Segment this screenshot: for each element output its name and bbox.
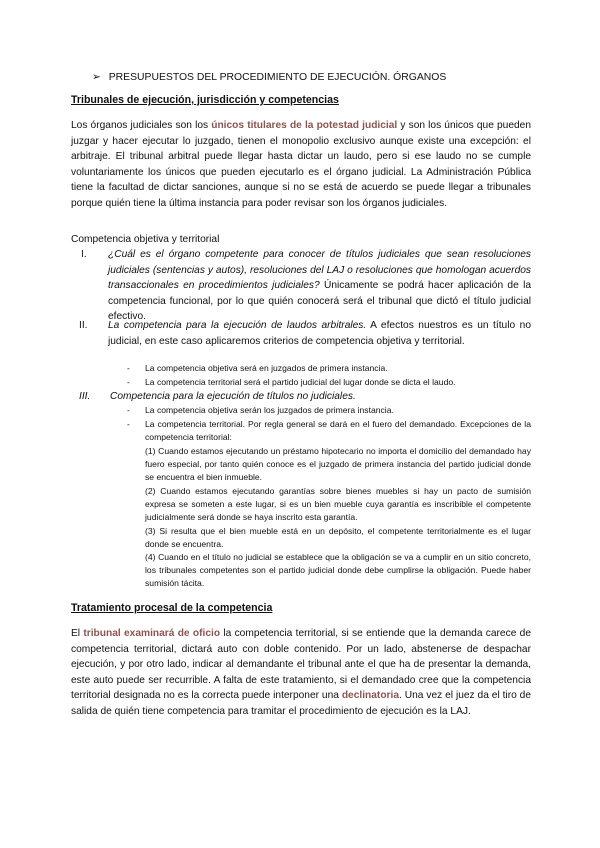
item-text: Únicamente se podrá hacer aplicación de la competencia funcional, por lo que quién conocerá será el tribunal que dictó el título judicial efectivo. xyxy=(108,280,531,323)
sub-item-text: La competencia objetiva será en juzgados de primera instancia. xyxy=(145,363,388,373)
item-number: I. xyxy=(81,249,87,260)
sub-item-text: La competencia objetiva serán los juzgados de primera instancia. xyxy=(145,405,394,415)
sub-item xyxy=(127,404,531,417)
paragraph-tratamiento xyxy=(71,626,531,720)
item-number: II. xyxy=(79,320,88,331)
header-title: PRESUPUESTOS DEL PROCEDIMIENTO DE EJECUCIÓN. ÓRGANOS xyxy=(108,72,447,83)
paragraph-text: Los órganos judiciales son los xyxy=(71,120,212,131)
section-header xyxy=(92,71,532,85)
highlight-potestad: únicos titulares de la potestad judicial xyxy=(211,120,398,131)
case-3: (3) Si resulta que el bien mueble está en un depósito, el competente territorialmente es el lugar donde se encuentra. xyxy=(145,526,531,549)
item-question: ¿Cuál es el órgano competente para conocer de títulos judiciales que sean resoluciones judiciales (sentencias y autos), resoluciones del LAJ o resoluciones que homologan acuerdos transaccionales en procedimientos judiciales? xyxy=(108,249,531,292)
highlight-declinatoria: declinatoria xyxy=(341,690,400,702)
heading-tribunales: Tribunales de ejecución, jurisdicción y competencias xyxy=(71,94,339,106)
sub-item-text: La competencia territorial será el partido judicial del lugar donde se dicta el laudo. xyxy=(145,377,456,387)
paragraph-text: la competencia territorial, si se entiende que la demanda carece de competencia territorial, dictará auto con doble contenido. Por un lado, abstenerse de despachar ejecución, y por otro lado, indicar al demandante el tribunal ante el que ha de presentar la demanda, este auto puede ser recurrible. A falta de este tratamiento, si el demandado cree que la competencia territorial designada no es la correcta puede interponer una xyxy=(71,628,531,702)
item-text: A efectos nuestros es un título no judicial, en este caso aplicaremos criterios de competencia objetiva y territorial. xyxy=(108,320,531,347)
paragraph-text: El xyxy=(71,628,84,639)
case-4: (4) Cuando en el título no judicial se establece que la obligación se va a cumplir en un sitio concreto, los tribunales competentes son el partido judicial donde debe cumplirse la obligación. Puede haber sumisión tácita. xyxy=(145,552,531,588)
dash-bullet: - xyxy=(127,419,130,429)
sub-item-text: La competencia territorial. Por regla general se dará en el fuero del demandado. Excepciones de la competencia territorial: xyxy=(145,419,531,442)
item-title: La competencia para la ejecución de laudos arbitrales. xyxy=(108,320,367,331)
arrow-bullet-icon: ➢ xyxy=(92,72,101,83)
competencia-title: Competencia objetiva y territorial xyxy=(71,234,220,245)
list-item-i xyxy=(81,247,531,325)
dash-bullet: - xyxy=(127,377,130,387)
dash-bullet: - xyxy=(127,405,130,415)
list-item-ii xyxy=(79,318,531,349)
sub-item xyxy=(127,418,531,444)
paragraph-organos xyxy=(71,118,531,212)
sub-item xyxy=(127,376,531,389)
case-2: (2) Cuando estamos ejecutando garantías sobre bienes muebles si hay un pacto de sumisión expresa se someten a este lugar, si es un bien mueble cuya garantía es inscribible el competente judicialmente será donde se haya inscrito esta garantía. xyxy=(145,486,531,522)
item-number: III. xyxy=(79,391,91,402)
sub-item xyxy=(127,362,531,375)
highlight-de-oficio: tribunal examinará de oficio xyxy=(83,628,221,639)
paragraph-text: y son los únicos que pueden juzgar y hacer ejecutar lo juzgado, tienen el monopolio exclusivo aunque existe una excepción: el arbitraje. El tribunal arbitral puede llegar hasta dictar un laudo, pero si ese laudo no se cumple voluntariamente los únicos que pueden ejecutarlo es el órgano judicial. La Administración Pública tiene la facultad de dictar sanciones, aunque si no se está de acuerdo se puede llegar a tribunales porque quién tiene la última instancia para poder revisar son los órganos judiciales. xyxy=(71,120,532,209)
paragraph-text: . Una vez el juez da el tiro de salida de quién tiene competencia para tramitar el procedimiento de ejecución es la LAJ. xyxy=(71,690,531,717)
dash-bullet: - xyxy=(127,363,130,373)
case-1: (1) Cuando estamos ejecutando un préstamo hipotecario no importa el domicilio del demandado hay fuero especial, por tanto quién conoce es el juzgado de primera instancia del partido judicial donde se encuentra el bien inmueble. xyxy=(145,446,531,482)
heading-tratamiento: Tratamiento procesal de la competencia xyxy=(71,602,273,614)
item-title: Competencia para la ejecución de títulos no judiciales. xyxy=(110,391,356,402)
list-item-iii xyxy=(79,389,530,405)
